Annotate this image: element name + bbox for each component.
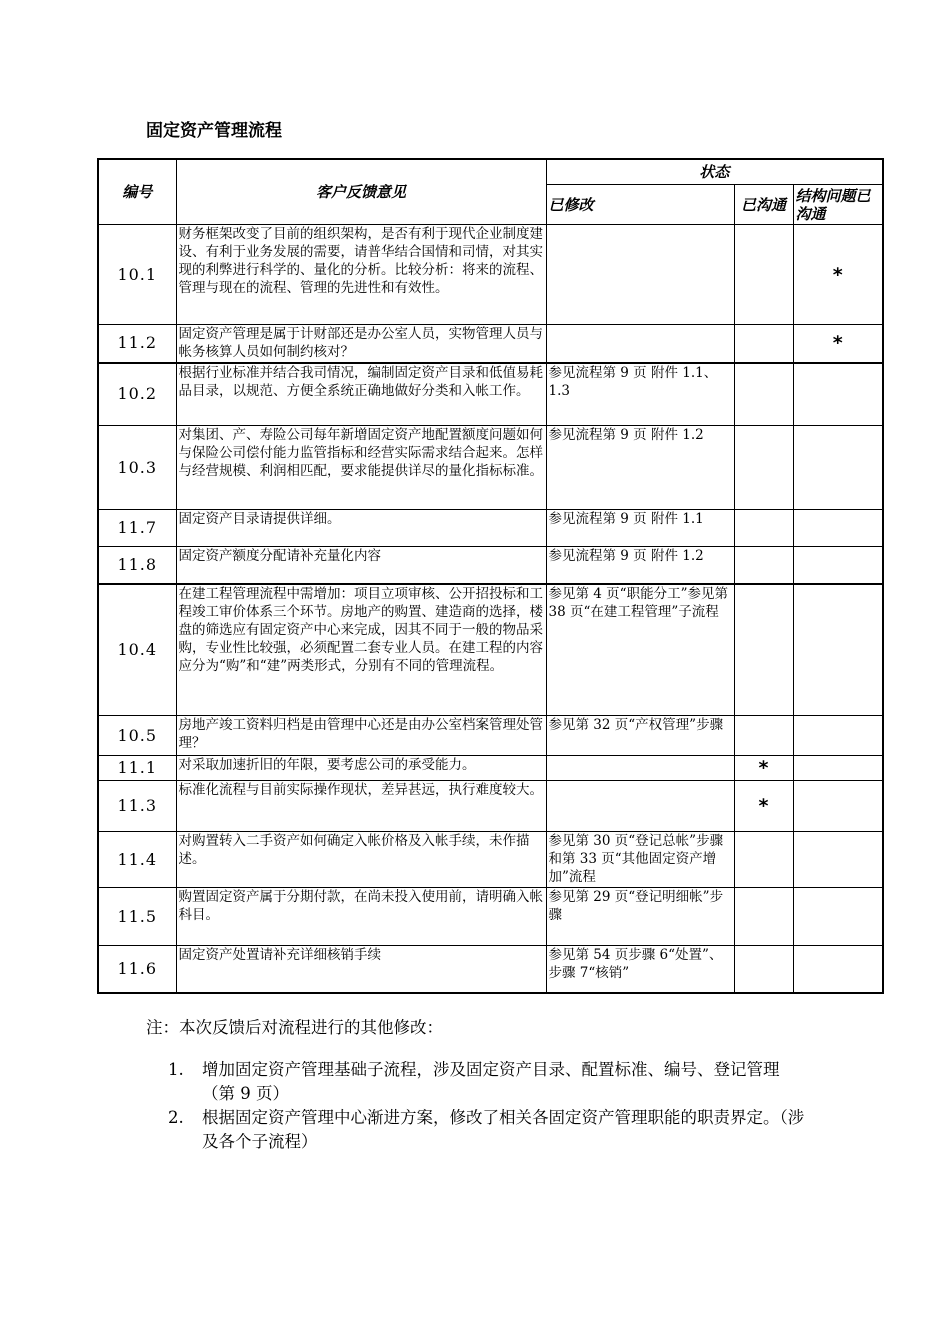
row-communicated (734, 547, 793, 584)
row-communicated: * (734, 756, 793, 781)
list-item-number: 1. (168, 1060, 184, 1079)
row-communicated (734, 716, 793, 756)
page-title: 固定资产管理流程 (146, 121, 282, 141)
row-number: 11.1 (98, 756, 176, 781)
row-structural (793, 832, 883, 888)
row-feedback: 固定资产目录请提供详细。 (176, 510, 546, 547)
header-feedback: 客户反馈意见 (176, 159, 546, 225)
header-modified: 已修改 (546, 185, 734, 225)
row-modified (546, 225, 734, 325)
row-communicated (734, 946, 793, 993)
row-communicated (734, 325, 793, 363)
row-number: 11.8 (98, 547, 176, 584)
row-communicated (734, 510, 793, 547)
row-number: 11.6 (98, 946, 176, 993)
row-feedback: 固定资产管理是属于计财部还是办公室人员，实物管理人员与帐务核算人员如何制约核对？ (176, 325, 546, 363)
row-communicated (734, 426, 793, 510)
row-feedback: 财务框架改变了目前的组织架构，是否有利于现代企业制度建设、有利于业务发展的需要，请普华结合国情和司情，对其实现的利弊进行科学的、量化的分析。比较分析：将来的流程、管理与现在的流程、管理的先进性和有效性。 (176, 225, 546, 325)
row-modified: 参见流程第 9 页 附件 1.1、1.3 (546, 363, 734, 426)
row-communicated: * (734, 781, 793, 832)
row-modified: 参见第 4 页“职能分工”参见第 38 页“在建工程管理”子流程 (546, 584, 734, 716)
row-modified: 参见第 54 页步骤 6“处置”、步骤 7“核销” (546, 946, 734, 993)
note-text: 注：本次反馈后对流程进行的其他修改： (146, 1018, 443, 1037)
row-communicated (734, 225, 793, 325)
row-number: 10.5 (98, 716, 176, 756)
row-modified (546, 325, 734, 363)
modifications-list (168, 1058, 808, 1154)
row-communicated (734, 888, 793, 946)
list-item-text: 增加固定资产管理基础子流程，涉及固定资产目录、配置标准、编号、登记管理（第 9 页） (202, 1060, 780, 1103)
row-feedback: 对集团、产、寿险公司每年新增固定资产地配置额度问题如何与保险公司偿付能力监管指标和经营实际需求结合起来。怎样与经营规模、利润相匹配，要求能提供详尽的量化指标标准。 (176, 426, 546, 510)
row-modified (546, 781, 734, 832)
row-modified: 参见流程第 9 页 附件 1.2 (546, 426, 734, 510)
header-communicated: 已沟通 (734, 185, 793, 225)
row-structural (793, 781, 883, 832)
row-structural (793, 510, 883, 547)
row-number: 10.2 (98, 363, 176, 426)
list-item-number: 2. (168, 1108, 184, 1127)
row-modified (546, 756, 734, 781)
row-number: 11.4 (98, 832, 176, 888)
row-number: 10.4 (98, 584, 176, 716)
feedback-table (97, 158, 884, 994)
row-feedback: 对采取加速折旧的年限，要考虑公司的承受能力。 (176, 756, 546, 781)
row-communicated (734, 584, 793, 716)
row-structural (793, 584, 883, 716)
row-modified: 参见流程第 9 页 附件 1.1 (546, 510, 734, 547)
header-number: 编号 (98, 159, 176, 225)
row-structural (793, 547, 883, 584)
row-feedback: 房地产竣工资料归档是由管理中心还是由办公室档案管理处管理？ (176, 716, 546, 756)
list-item (168, 1058, 808, 1106)
row-feedback: 固定资产处置请补充详细核销手续 (176, 946, 546, 993)
row-number: 11.2 (98, 325, 176, 363)
row-feedback: 根据行业标准并结合我司情况，编制固定资产目录和低值易耗品目录，以规范、方便全系统正确地做好分类和入帐工作。 (176, 363, 546, 426)
row-communicated (734, 363, 793, 426)
row-communicated (734, 832, 793, 888)
row-number: 11.5 (98, 888, 176, 946)
row-structural: * (793, 225, 883, 325)
row-structural (793, 756, 883, 781)
row-modified: 参见第 32 页“产权管理”步骤 (546, 716, 734, 756)
row-structural (793, 426, 883, 510)
header-structural: 结构问题已沟通 (793, 185, 883, 225)
row-feedback: 在建工程管理流程中需增加：项目立项审核、公开招投标和工程竣工审价体系三个环节。房地产的购置、建造商的选择，楼盘的筛选应有固定资产中心来完成，因其不同于一般的物品采购，专业性比较强，必须配置二套专业人员。在建工程的内容应分为“购”和“建”两类形式，分别有不同的管理流程。 (176, 584, 546, 716)
row-structural (793, 363, 883, 426)
list-item-text: 根据固定资产管理中心渐进方案，修改了相关各固定资产管理职能的职责界定。（涉及各个子流程） (202, 1108, 805, 1151)
row-structural (793, 888, 883, 946)
row-feedback: 固定资产额度分配请补充量化内容 (176, 547, 546, 584)
row-feedback: 对购置转入二手资产如何确定入帐价格及入帐手续，未作描述。 (176, 832, 546, 888)
header-status: 状态 (546, 159, 883, 185)
row-feedback: 购置固定资产属于分期付款，在尚未投入使用前，请明确入帐科目。 (176, 888, 546, 946)
row-structural: * (793, 325, 883, 363)
row-feedback: 标准化流程与目前实际操作现状，差异甚远，执行难度较大。 (176, 781, 546, 832)
row-number: 11.3 (98, 781, 176, 832)
row-structural (793, 716, 883, 756)
list-item (168, 1106, 808, 1154)
row-modified: 参见第 30 页“登记总帐”步骤和第 33 页“其他固定资产增加”流程 (546, 832, 734, 888)
row-structural (793, 946, 883, 993)
row-number: 10.3 (98, 426, 176, 510)
row-modified: 参见第 29 页“登记明细帐”步骤 (546, 888, 734, 946)
row-modified: 参见流程第 9 页 附件 1.2 (546, 547, 734, 584)
row-number: 11.7 (98, 510, 176, 547)
row-number: 10.1 (98, 225, 176, 325)
